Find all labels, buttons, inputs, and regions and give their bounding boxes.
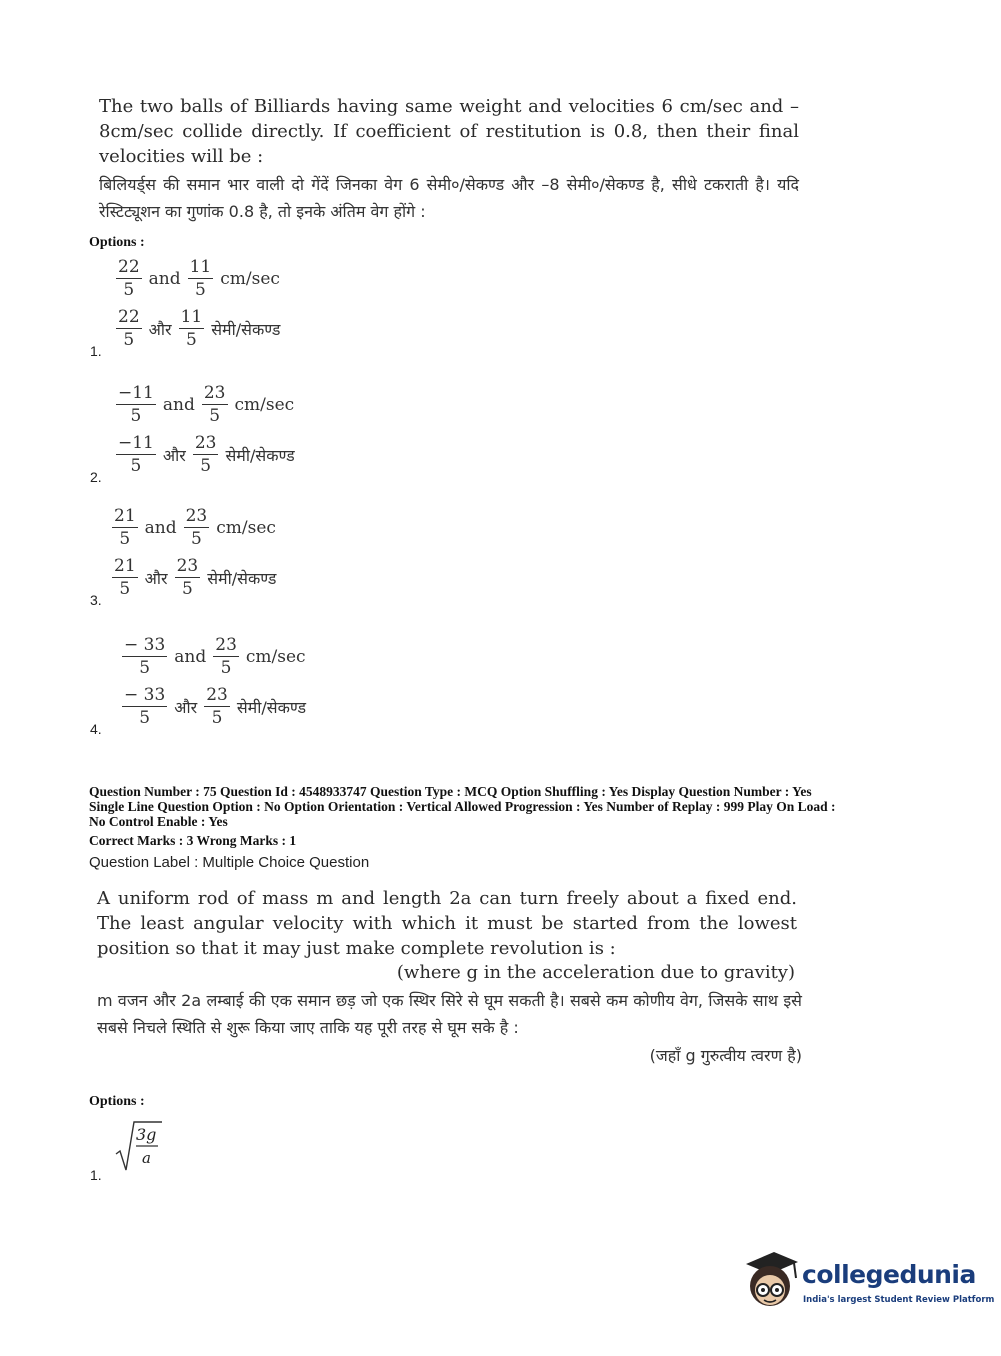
sqrt-denominator: a xyxy=(142,1149,151,1167)
fraction-second-hi xyxy=(179,308,205,350)
fraction-second xyxy=(202,384,228,426)
fraction-numerator: 22 xyxy=(118,307,140,327)
option-line-hi xyxy=(118,686,309,728)
fraction-denominator: 5 xyxy=(181,579,193,599)
q75-options-label: Options : xyxy=(89,1094,145,1109)
q74-text-en: The two balls of Billiards having same weight and velocities 6 cm/sec and –8cm/sec collide directly. If coefficient of restitution is 0.8, then their final velocities will be : xyxy=(99,96,799,167)
q74-option-1-number: 1. xyxy=(90,343,102,359)
fraction-numerator: 23 xyxy=(215,635,237,655)
option-line-hi xyxy=(108,557,279,599)
fraction-first-hi xyxy=(116,308,142,350)
q75-meta-line2: Single Line Question Option : No Option Orientation : Vertical Allowed Progression : Yes Number of Replay : 999 Play On Load : xyxy=(89,799,836,814)
q75-text-en: A uniform rod of mass m and length 2a can turn freely about a fixed end. The least angular velocity with which it must be started from the lowest position so that it may just make complete revolution is : xyxy=(97,888,797,959)
fraction-denominator: 5 xyxy=(130,456,142,476)
q74-option-2 xyxy=(112,384,298,476)
q75-meta-line3: No Control Enable : Yes xyxy=(89,814,228,829)
fraction-denominator: 5 xyxy=(211,708,223,728)
logo-tagline: India's largest Student Review Platform xyxy=(803,1295,995,1305)
fraction-second-hi xyxy=(204,686,230,728)
fraction-denominator: 5 xyxy=(119,529,131,549)
fraction-denominator: 5 xyxy=(123,280,135,300)
fraction-numerator: −11 xyxy=(118,433,154,453)
fraction-second xyxy=(213,636,239,678)
q75-marks: Correct Marks : 3 Wrong Marks : 1 xyxy=(89,833,297,848)
fraction-numerator: − 33 xyxy=(124,685,166,705)
fraction-second-hi xyxy=(193,434,219,476)
fraction-numerator: 22 xyxy=(118,257,140,277)
fraction-numerator: 23 xyxy=(194,433,217,453)
q74-option-4 xyxy=(118,636,309,728)
unit-en: cm/sec xyxy=(216,518,276,538)
sqrt-numerator: 3g xyxy=(136,1125,157,1144)
q74-options-label: Options : xyxy=(89,235,145,250)
option-line-en xyxy=(108,507,279,549)
fraction-first-hi xyxy=(122,686,167,728)
and-word-hi: और xyxy=(174,698,198,717)
unit-en: cm/sec xyxy=(245,647,306,667)
fraction-numerator: 23 xyxy=(176,556,199,576)
unit-hi: सेमी/सेकण्ड xyxy=(225,446,295,465)
fraction-denominator: 5 xyxy=(220,658,232,678)
fraction-second-hi xyxy=(175,557,201,599)
option-line-hi xyxy=(112,434,298,476)
fraction-numerator: 11 xyxy=(189,257,212,277)
and-word: and xyxy=(148,269,181,289)
unit-hi: सेमी/सेकण्ड xyxy=(207,569,277,588)
q74-option-1 xyxy=(112,258,283,350)
fraction-denominator: 5 xyxy=(139,658,151,678)
unit-hi: सेमी/सेकण्ड xyxy=(236,698,307,717)
q75-text-en-note: (where g in the acceleration due to gravity) xyxy=(396,962,795,983)
q75-question-label: Question Label : Multiple Choice Question xyxy=(89,854,370,871)
fraction-denominator: 5 xyxy=(119,579,131,599)
q74-option-2-number: 2. xyxy=(90,469,102,485)
fraction-denominator: 5 xyxy=(200,456,212,476)
fraction-denominator: 5 xyxy=(185,330,197,350)
fraction-denominator: 5 xyxy=(195,280,206,300)
and-word-hi: और xyxy=(162,446,186,465)
logo-name: collegedunia xyxy=(802,1260,976,1289)
unit-en: cm/sec xyxy=(234,395,295,415)
q75-text-hi-note: (जहाँ g गुरुत्वीय त्वरण है) xyxy=(649,1046,802,1065)
fraction-second xyxy=(184,507,210,549)
fraction-numerator: 21 xyxy=(114,556,136,576)
q74-option-3 xyxy=(108,507,279,599)
mascot-icon xyxy=(740,1250,800,1310)
q75-option-1-number: 1. xyxy=(90,1167,102,1183)
fraction-first-hi xyxy=(112,557,138,599)
fraction-numerator: − 33 xyxy=(124,635,166,655)
fraction-numerator: 23 xyxy=(206,685,228,705)
fraction-first xyxy=(122,636,167,678)
fraction-first xyxy=(116,384,156,426)
fraction-denominator: 5 xyxy=(130,406,142,426)
fraction-numerator: 21 xyxy=(114,506,136,526)
q75-meta-line1: Question Number : 75 Question Id : 4548933747 Question Type : MCQ Option Shuffling : Yes Display Question Number : Yes xyxy=(89,784,812,799)
and-word: and xyxy=(174,647,207,667)
option-line-en xyxy=(112,384,298,426)
fraction-numerator: −11 xyxy=(118,383,154,403)
and-word-hi: और xyxy=(148,320,172,339)
q74-option-3-number: 3. xyxy=(90,592,102,608)
fraction-denominator: 5 xyxy=(191,529,202,549)
q75-text-hi: m वजन और 2a लम्बाई की एक समान छड़ जो एक स्थिर सिरे से घूम सकती है। सबसे कम कोणीय वेग, जिसके साथ इसे सबसे निचले स्थिति से शुरू किया जाए ताकि यह पूरी तरह से घूम सके है : xyxy=(97,991,802,1037)
option-line-en xyxy=(118,636,309,678)
and-word-hi: और xyxy=(144,569,168,588)
fraction-first-hi xyxy=(116,434,156,476)
and-word: and xyxy=(144,518,177,538)
fraction-numerator: 23 xyxy=(185,506,208,526)
unit-hi: सेमी/सेकण्ड xyxy=(211,320,281,339)
and-word: and xyxy=(162,395,195,415)
fraction-first xyxy=(116,258,142,300)
fraction-first xyxy=(112,507,138,549)
fraction-denominator: 5 xyxy=(139,708,151,728)
fraction-denominator: 5 xyxy=(123,330,135,350)
fraction-second xyxy=(188,258,214,300)
fraction-numerator: 23 xyxy=(203,383,226,403)
collegedunia-logo xyxy=(740,1248,995,1314)
unit-en: cm/sec xyxy=(220,269,280,289)
q74-option-4-number: 4. xyxy=(90,721,102,737)
option-line-en xyxy=(112,258,283,300)
fraction-denominator: 5 xyxy=(209,406,221,426)
q74-text-hi: बिलियर्ड्स की समान भार वाली दो गेंदें जिनका वेग 6 सेमी०/सेकण्ड और –8 सेमी०/सेकण्ड है, सीधे टकराती है। यदि रेस्टिट्यूशन का गुणांक 0.8 है, तो इनके अंतिम वेग होंगे : xyxy=(99,175,799,221)
fraction-numerator: 11 xyxy=(180,307,203,327)
option-line-hi xyxy=(112,308,283,350)
